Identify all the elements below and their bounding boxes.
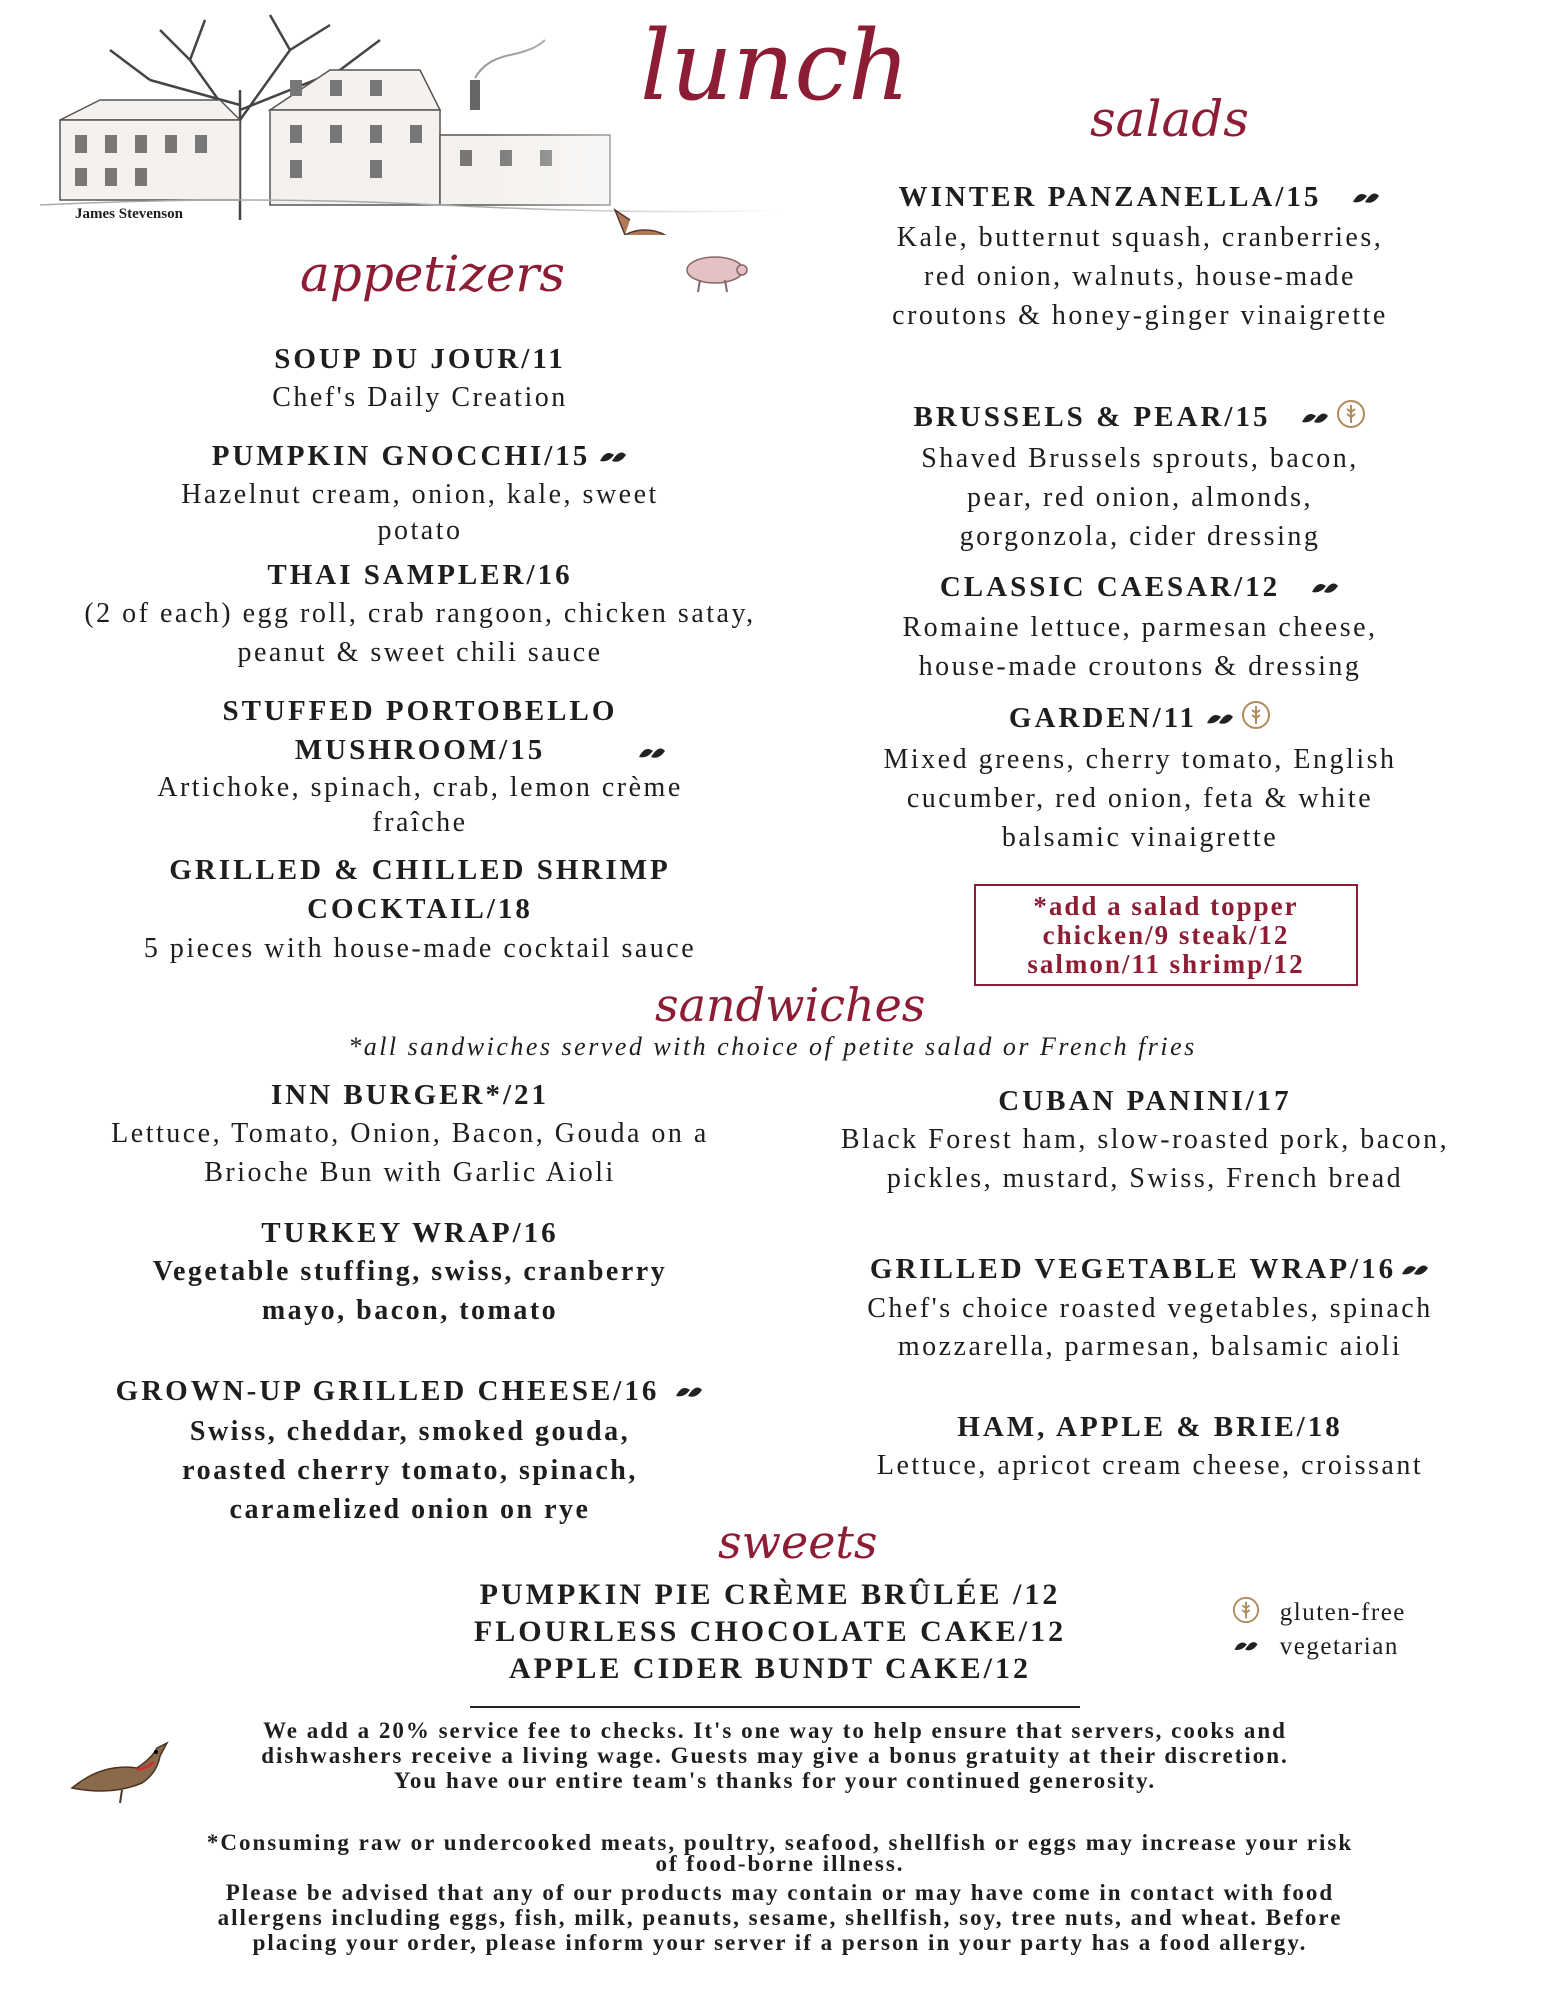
- item-title: HAM, APPLE & BRIE/18: [957, 1411, 1343, 1443]
- vegetarian-icon: [1232, 1633, 1264, 1663]
- item-desc: Chef's Daily Creation: [272, 382, 568, 413]
- item-title: CLASSIC CAESAR/12: [939, 571, 1281, 603]
- sweet-item: PUMPKIN PIE CRÈME BRÛLÉE /12: [479, 1578, 1061, 1611]
- item-title: CUBAN PANINI/17: [998, 1085, 1292, 1117]
- item-title: STUFFED PORTOBELLO MUSHROOM/15: [222, 695, 618, 766]
- sandwich-ham-apple-brie: [820, 1408, 1480, 1485]
- sandwich-turkey-wrap: [100, 1214, 720, 1330]
- salad-garden: [860, 699, 1420, 857]
- item-desc: Shaved Brussels sprouts, bacon, pear, red onion, almonds, gorgonzola, cider dressing: [921, 443, 1359, 553]
- service-fee-note: [150, 1718, 1400, 1793]
- item-desc: Mixed greens, cherry tomato, English cucumber, red onion, feta & white balsamic vinaigrette: [883, 744, 1397, 854]
- sandwiches-note: *all sandwiches served with choice of petite salad or French fries: [348, 1032, 1197, 1061]
- sandwich-cuban-panini: [830, 1082, 1460, 1198]
- topper-line: chicken/9 steak/12: [1042, 920, 1290, 950]
- salads-heading: salads: [1090, 90, 1249, 148]
- item-title: PUMPKIN GNOCCHI/15: [211, 440, 591, 472]
- vegetarian-icon: [637, 745, 667, 767]
- menu-heading: lunch: [640, 10, 910, 122]
- legend-gluten-free: [1232, 1596, 1406, 1632]
- item-title: WINTER PANZANELLA/15: [898, 181, 1322, 213]
- footer-line: allergens including eggs, fish, milk, peanuts, sesame, shellfish, soy, tree nuts, and wheat. Before: [217, 1905, 1343, 1930]
- item-title: GRILLED VEGETABLE WRAP/16: [869, 1253, 1397, 1285]
- appetizers-heading: appetizers: [300, 245, 565, 303]
- item-desc: Lettuce, Tomato, Onion, Bacon, Gouda on a Brioche Bun with Garlic Aioli: [111, 1118, 709, 1188]
- divider: [470, 1706, 1080, 1708]
- item-desc: (2 of each) egg roll, crab rangoon, chicken satay, peanut & sweet chili sauce: [84, 598, 756, 668]
- vegetarian-icon: [1400, 1252, 1430, 1290]
- vegetarian-icon: [1351, 180, 1381, 218]
- vegetarian-icon: [598, 439, 628, 477]
- item-title: GRILLED & CHILLED SHRIMP COCKTAIL/18: [169, 854, 671, 925]
- raw-food-warning: [90, 1830, 1470, 1876]
- sweet-item: APPLE CIDER BUNDT CAKE/12: [509, 1652, 1031, 1685]
- item-desc: 5 pieces with house-made cocktail sauce: [143, 933, 697, 964]
- appetizer-gnocchi: [150, 437, 690, 549]
- topper-line: salmon/11 shrimp/12: [1027, 949, 1305, 979]
- legend-vegetarian: [1232, 1632, 1406, 1663]
- gluten-free-icon: [1232, 1596, 1264, 1632]
- sandwich-inn-burger: [80, 1076, 740, 1192]
- legend-label: gluten-free: [1279, 1598, 1406, 1626]
- vegetarian-icon: [1205, 701, 1235, 739]
- item-desc: Artichoke, spinach, crab, lemon crème fraîche: [157, 772, 683, 838]
- item-desc: Kale, butternut squash, cranberries, red onion, walnuts, house-made croutons & honey-ginger vinaigrette: [892, 222, 1388, 332]
- item-desc: Swiss, cheddar, smoked gouda, roasted cherry tomato, spinach, caramelized onion on rye: [182, 1416, 638, 1526]
- item-title: SOUP DU JOUR/11: [274, 343, 566, 375]
- footer-line: You have our entire team's thanks for your continued generosity.: [393, 1768, 1157, 1793]
- item-desc: Hazelnut cream, onion, kale, sweet potato: [181, 479, 659, 547]
- salad-panzanella: [870, 178, 1410, 335]
- sandwich-grilled-cheese: [90, 1372, 730, 1529]
- artist-credit: James Stevenson: [75, 206, 183, 222]
- pig-illustration: [680, 250, 750, 295]
- sweet-item: FLOURLESS CHOCOLATE CAKE/12: [473, 1615, 1067, 1648]
- footer-line: dishwashers receive a living wage. Guests may give a bonus gratuity at their discretion.: [261, 1743, 1289, 1768]
- footer-line: Please be advised that any of our products may contain or may have come in contact with food: [225, 1880, 1335, 1905]
- topper-line: *add a salad topper: [1033, 891, 1299, 921]
- legend: [1232, 1596, 1406, 1663]
- item-desc: Chef's choice roasted vegetables, spinach mozzarella, parmesan, balsamic aioli: [867, 1293, 1433, 1363]
- salad-topper-box: [974, 884, 1358, 986]
- vegetarian-icon: [1310, 570, 1340, 608]
- item-title: GARDEN/11: [1008, 702, 1198, 734]
- item-desc: Lettuce, apricot cream cheese, croissant: [876, 1450, 1424, 1481]
- allergy-notice: [90, 1880, 1470, 1955]
- vegetarian-icon: [1300, 400, 1330, 438]
- salad-caesar: [860, 568, 1420, 686]
- appetizer-shrimp-cocktail: [100, 851, 740, 968]
- footer-line: We add a 20% service fee to checks. It's one way to help ensure that servers, cooks and: [263, 1718, 1287, 1743]
- footer-line: *Consuming raw or undercooked meats, poultry, seafood, shellfish or eggs may increase your risk: [206, 1830, 1354, 1855]
- item-title: GROWN-UP GRILLED CHEESE/16: [115, 1375, 660, 1407]
- item-desc: Vegetable stuffing, swiss, cranberry mayo, bacon, tomato: [152, 1256, 668, 1326]
- appetizer-soup: [110, 340, 730, 417]
- legend-label: vegetarian: [1279, 1633, 1399, 1660]
- sweets-list: [400, 1576, 1140, 1687]
- item-desc: Romaine lettuce, parmesan cheese, house-made croutons & dressing: [902, 612, 1378, 683]
- item-title: BRUSSELS & PEAR/15: [913, 401, 1271, 433]
- appetizer-thai-sampler: [80, 556, 760, 672]
- item-title: INN BURGER*/21: [270, 1079, 550, 1111]
- sandwich-grilled-veg-wrap: [820, 1250, 1480, 1366]
- gluten-free-icon: [1336, 399, 1366, 439]
- item-desc: Black Forest ham, slow-roasted pork, bacon, pickles, mustard, Swiss, French bread: [840, 1124, 1450, 1194]
- vegetarian-icon: [674, 1374, 704, 1412]
- footer-line: placing your order, please inform your server if a person in your party has a food allergy.: [252, 1930, 1308, 1955]
- item-title: THAI SAMPLER/16: [267, 559, 573, 591]
- gluten-free-icon: [1241, 700, 1271, 740]
- item-title: TURKEY WRAP/16: [261, 1217, 559, 1249]
- footer-line: of food-borne illness.: [655, 1851, 905, 1876]
- salad-brussels-pear: [870, 398, 1410, 556]
- appetizer-portobello: [140, 692, 700, 840]
- sandwiches-heading: sandwiches: [655, 978, 926, 1032]
- sweets-heading: sweets: [718, 1515, 878, 1569]
